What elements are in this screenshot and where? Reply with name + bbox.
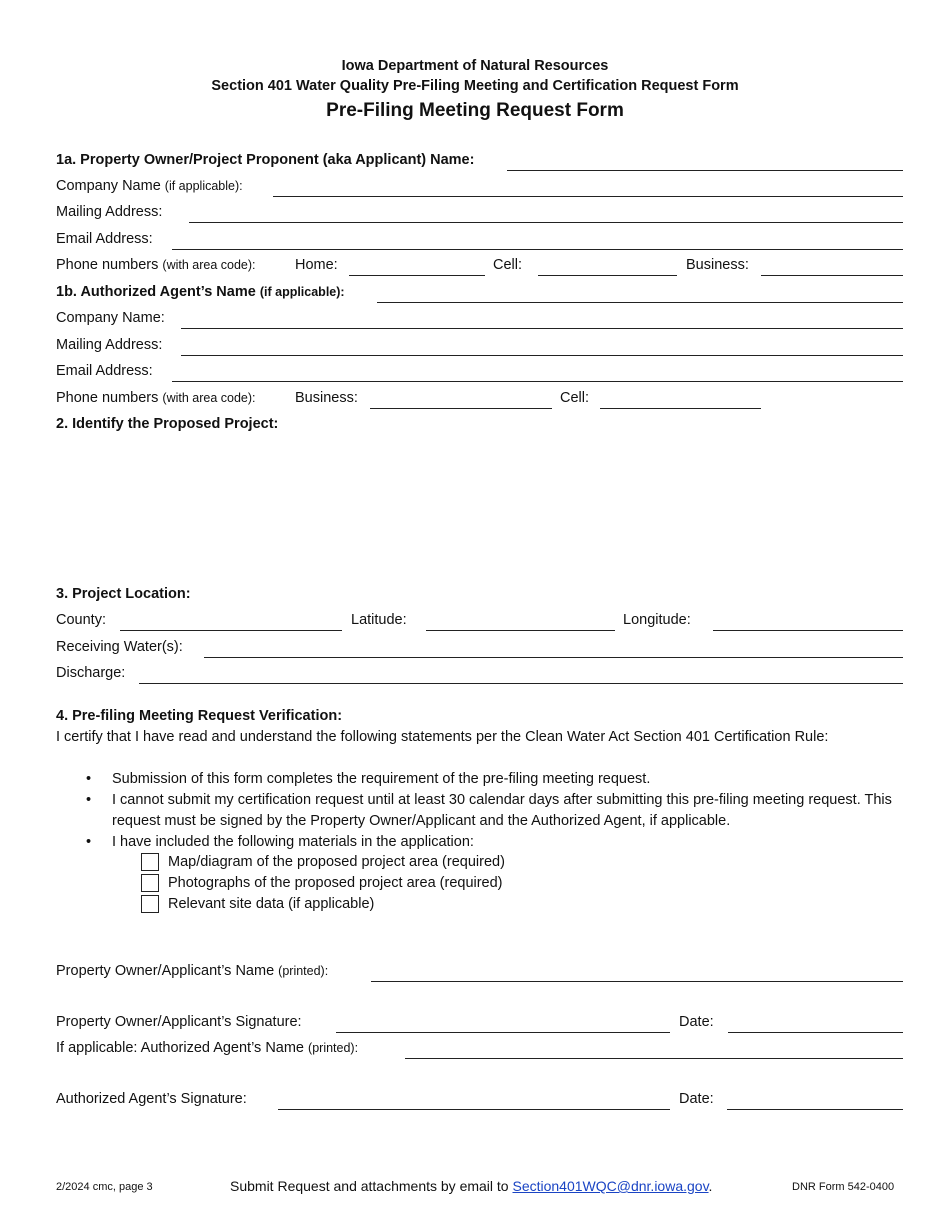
longitude-field[interactable] [713, 630, 903, 631]
owner-signature-label: Property Owner/Applicant’s Signature: [56, 1014, 302, 1030]
agent-mailing-label: Mailing Address: [56, 337, 163, 353]
agent-printed-name-label: If applicable: Authorized Agent’s Name (printed): [56, 1040, 359, 1056]
photographs-checkbox[interactable] [141, 874, 159, 892]
applicant-company-label: Company Name (if applicable): [56, 178, 243, 194]
owner-date-field[interactable] [728, 1032, 903, 1033]
county-label: County: [56, 612, 106, 628]
submission-email-link[interactable]: Section401WQC@dnr.iowa.gov [512, 1178, 709, 1194]
page-title: Pre-Filing Meeting Request Form [326, 100, 624, 121]
footer-form-number: DNR Form 542-0400 [792, 1181, 895, 1193]
project-description-area[interactable] [56, 440, 903, 580]
agent-signature-label: Authorized Agent’s Signature: [56, 1091, 247, 1107]
site-data-label: Relevant site data (if applicable) [168, 896, 375, 912]
map-diagram-label: Map/diagram of the proposed project area (required) [168, 854, 505, 870]
form-subtitle: Section 401 Water Quality Pre-Filing Meeting and Certification Request Form [211, 78, 739, 94]
applicant-mailing-label: Mailing Address: [56, 204, 163, 220]
footer-revision: 2/2024 cmc, page 3 [56, 1181, 153, 1193]
agent-business-phone-field[interactable] [370, 408, 552, 409]
owner-date-label: Date: [679, 1014, 714, 1030]
applicant-company-field[interactable] [273, 196, 903, 197]
longitude-label: Longitude: [623, 612, 691, 628]
bullet-icon: • [86, 792, 92, 808]
agent-name-field[interactable] [377, 302, 903, 303]
verification-bullet: I cannot submit my certification request until at least 30 calendar days after submitting this pre-filing meeting request. This request must be signed by the Property Owner/Applicant and the Authorized Agent, if applicable. [112, 792, 892, 829]
agent-date-label: Date: [679, 1091, 714, 1107]
location-heading: 3. Project Location: [56, 586, 191, 602]
discharge-field[interactable] [139, 683, 903, 684]
applicant-heading: 1a. Property Owner/Project Proponent (aka Applicant) Name: [56, 152, 475, 168]
agent-signature-field[interactable] [278, 1109, 670, 1110]
project-heading: 2. Identify the Proposed Project: [56, 416, 279, 432]
applicant-email-field[interactable] [172, 249, 903, 250]
applicant-phone-label: Phone numbers (with area code): [56, 257, 256, 273]
latitude-field[interactable] [426, 630, 615, 631]
applicant-business-label: Business: [686, 257, 749, 273]
applicant-home-phone-field[interactable] [349, 275, 485, 276]
agent-company-label: Company Name: [56, 310, 165, 326]
footer-submit: Submit Request and attachments by email to Section401WQC@dnr.iowa.gov. [230, 1178, 713, 1194]
owner-signature-field[interactable] [336, 1032, 670, 1033]
receiving-water-field[interactable] [204, 657, 903, 658]
agent-date-field[interactable] [727, 1109, 903, 1110]
photographs-label: Photographs of the proposed project area (required) [168, 875, 503, 891]
applicant-cell-label: Cell: [493, 257, 523, 273]
agent-printed-name-field[interactable] [405, 1058, 903, 1059]
verification-bullet: I have included the following materials in the application: [112, 834, 474, 850]
applicant-name-field[interactable] [507, 170, 903, 171]
agent-cell-phone-field[interactable] [600, 408, 761, 409]
agent-email-field[interactable] [172, 381, 903, 382]
receiving-water-label: Receiving Water(s): [56, 639, 183, 655]
bullet-icon: • [86, 834, 92, 850]
verification-bullet: Submission of this form completes the requirement of the pre-filing meeting request. [112, 771, 651, 787]
verification-heading: 4. Pre-filing Meeting Request Verification: [56, 708, 343, 724]
latitude-label: Latitude: [351, 612, 407, 628]
site-data-checkbox[interactable] [141, 895, 159, 913]
applicant-mailing-field[interactable] [189, 222, 903, 223]
verification-intro: I certify that I have read and understand the following statements per the Clean Water Act Section 401 Certification Rule: [56, 729, 829, 745]
agent-cell-label: Cell: [560, 390, 590, 406]
owner-name-field[interactable] [371, 981, 903, 982]
applicant-cell-phone-field[interactable] [538, 275, 677, 276]
county-field[interactable] [120, 630, 342, 631]
agent-phone-label: Phone numbers (with area code): [56, 390, 256, 406]
map-diagram-checkbox[interactable] [141, 853, 159, 871]
agent-email-label: Email Address: [56, 363, 153, 379]
applicant-email-label: Email Address: [56, 231, 153, 247]
agent-heading: 1b. Authorized Agent’s Name (if applicable): [56, 284, 345, 300]
applicant-home-label: Home: [295, 257, 338, 273]
agent-company-field[interactable] [181, 328, 903, 329]
owner-name-label: Property Owner/Applicant’s Name (printed): [56, 963, 329, 979]
applicant-business-phone-field[interactable] [761, 275, 903, 276]
agent-business-label: Business: [295, 390, 358, 406]
bullet-icon: • [86, 771, 92, 787]
discharge-label: Discharge: [56, 665, 126, 681]
agent-mailing-field[interactable] [181, 355, 903, 356]
agency-name: Iowa Department of Natural Resources [341, 58, 609, 74]
